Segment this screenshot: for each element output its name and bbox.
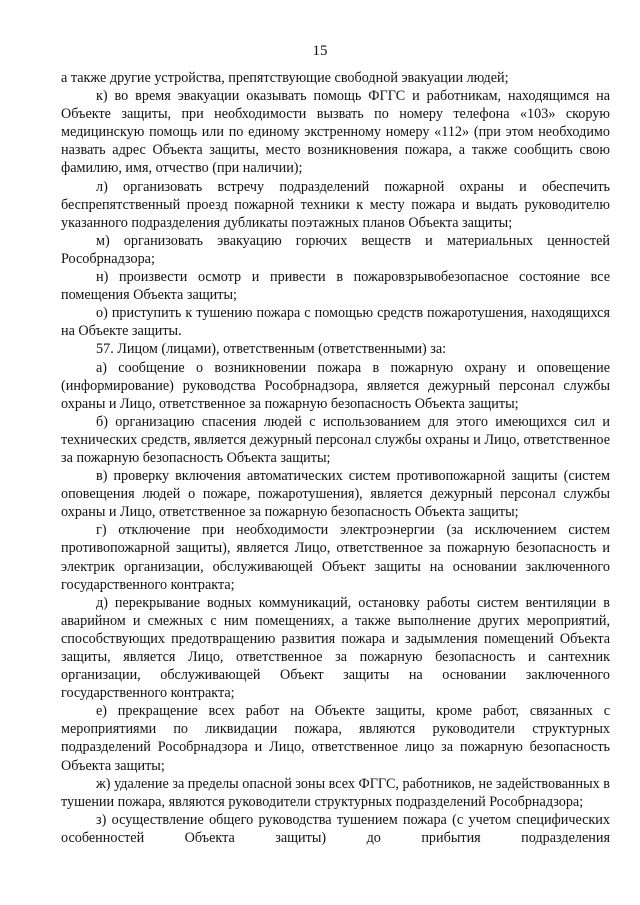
paragraph-57-g: г) отключение при необходимости электроэнергии (за исключением систем противопожарной защиты), является Лицо, ответственное за пожарную безопасность и электрик организации, обслуживающей Объект защиты на основании заключенного государственного контракта;: [61, 522, 610, 593]
paragraph-57-z: з) осуществление общего руководства тушением пожара (с учетом специфических особенностей Объекта защиты) до прибытия подразделения: [61, 811, 610, 846]
paragraph-m: м) организовать эвакуацию горючих веществ и материальных ценностей Рособрнадзора;: [61, 232, 610, 267]
paragraph-l: л) организовать встречу подразделений пожарной охраны и обеспечить беспрепятственный проезд пожарной техники к месту пожара и выдать руководителю указанного подразделения дубликаты поэтажных планов Объекта защиты;: [61, 178, 610, 231]
paragraph-57-a: а) сообщение о возникновении пожара в пожарную охрану и оповещение (информирование) руководства Рособрнадзора, является дежурный персонал службы охраны и Лицо, ответственное за пожарную безопасность Объекта защиты;: [61, 359, 610, 412]
paragraph-n: н) произвести осмотр и привести в пожаровзрывобезопасное состояние все помещения Объекта защиты;: [61, 269, 610, 304]
paragraph-intro-continuation: а также другие устройства, препятствующие свободной эвакуации людей;: [61, 70, 509, 86]
section-57-heading: 57. Лицом (лицами), ответственным (ответственными) за:: [96, 341, 447, 358]
paragraph-k: к) во время эвакуации оказывать помощь ФГГС и работникам, находящимся на Объекте защиты, при необходимости вызвать по номеру телефона «103» скорую медицинскую помощь или по единому экстренному номеру «112» (при этом необходимо назвать адрес Объекта защиты, место возникновения пожара, а также сообщить свою фамилию, имя, отчество (при наличии);: [61, 88, 610, 177]
paragraph-57-b: б) организацию спасения людей с использованием для этого имеющихся сил и технических средств, является дежурный персонал службы охраны и Лицо, ответственное за пожарную безопасность Объекта защиты;: [61, 413, 610, 466]
document-body: [61, 69, 610, 847]
paragraph-57-e: е) прекращение всех работ на Объекте защиты, кроме работ, связанных с мероприятиями по ликвидации пожара, являются руководители структурных подразделений Рособрнадзора и Лицо, ответственное лицо за пожарную безопасность Объекта защиты;: [61, 703, 610, 774]
page-number: 15: [312, 43, 328, 59]
paragraph-57-zh: ж) удаление за пределы опасной зоны всех ФГГС, работников, не задействованных в тушении пожара, являются руководители структурных подразделений Рособрнадзора;: [61, 775, 610, 810]
paragraph-o: о) приступить к тушению пожара с помощью средств пожаротушения, находящихся на Объекте защиты.: [61, 305, 610, 340]
paragraph-57-v: в) проверку включения автоматических систем противопожарной защиты (систем оповещения людей о пожаре, пожаротушения), является дежурный персонал службы охраны и Лицо, ответственное за пожарную безопасность Объекта защиты;: [61, 468, 610, 521]
paragraph-57-d: д) перекрывание водных коммуникаций, остановку работы систем вентиляции в аварийном и смежных с ним помещениях, а также выполнение других мероприятий, способствующих предотвращению развития пожара и задымления помещений Объекта защиты, является Лицо, ответственное за пожарную безопасность и сантехник организации, обслуживающей Объект защиты на основании заключенного государственного контракта;: [61, 594, 610, 702]
